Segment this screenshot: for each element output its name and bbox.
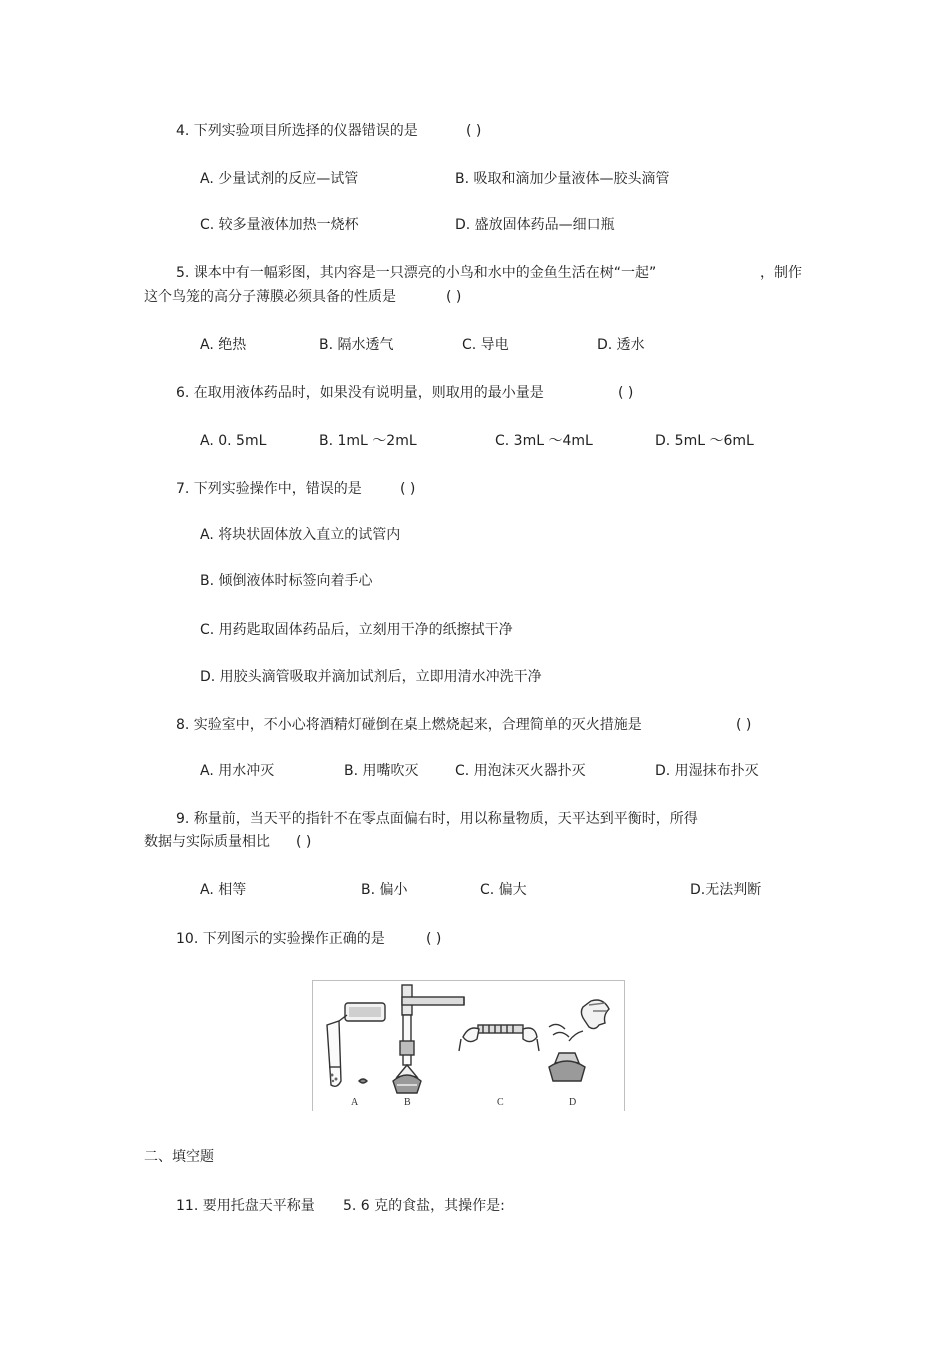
experiment-illustration — [313, 981, 624, 1111]
q6-stem: 6. 在取用液体药品时，如果没有说明量，则取用的最小量是 — [176, 385, 544, 401]
q5-option-a: A. 绝热 — [200, 337, 247, 353]
q10-answer-paren: ( ) — [426, 931, 442, 947]
q5-stem-line1: 5. 课本中有一幅彩图，其内容是一只漂亮的小鸟和水中的金鱼生活在树“一起” — [176, 265, 657, 281]
q7-stem: 7. 下列实验操作中，错误的是 — [176, 481, 362, 497]
q5-answer-paren: ( ) — [446, 289, 462, 305]
q4-stem: 4. 下列实验项目所选择的仪器错误的是 — [176, 123, 418, 139]
q8-option-c: C. 用泡沫灭火器扑灭 — [455, 763, 586, 779]
q4-option-c: C. 较多量液体加热一烧杯 — [200, 217, 359, 233]
q5-stem-line2: 这个鸟笼的高分子薄膜必须具备的性质是 — [144, 289, 396, 305]
q8-option-a: A. 用水冲灭 — [200, 763, 275, 779]
q9-answer-paren: ( ) — [296, 834, 312, 850]
q7-option-c: C. 用药匙取固体药品后，立刻用干净的纸擦拭干净 — [200, 622, 513, 638]
q9-stem-line2: 数据与实际质量相比 — [144, 834, 270, 850]
q6-option-a: A. 0. 5mL — [200, 433, 267, 449]
figure-c-hands-holding-tube — [459, 1025, 539, 1051]
figure-b-heating-apparatus — [393, 985, 464, 1093]
q9-stem-line1: 9. 称量前，当天平的指针不在零点面偏右时，用以称量物质，天平达到平衡时，所得 — [176, 811, 698, 827]
q9-option-a: A. 相等 — [200, 882, 247, 898]
q9-option-c: C. 偏大 — [480, 882, 527, 898]
figure-label-d: D — [569, 1097, 577, 1108]
q5-option-d: D. 透水 — [597, 337, 645, 353]
q8-answer-paren: ( ) — [736, 717, 752, 733]
q4-option-b: B. 吸取和滴加少量液体—胶头滴管 — [455, 171, 670, 187]
q6-answer-paren: ( ) — [618, 385, 634, 401]
q9-option-b: B. 偏小 — [361, 882, 408, 898]
q7-option-b: B. 倾倒液体时标签向着手心 — [200, 573, 373, 589]
figure-label-c: C — [497, 1097, 504, 1108]
q7-option-a: A. 将块状固体放入直立的试管内 — [200, 527, 401, 543]
q9-option-d: D.无法判断 — [690, 882, 762, 898]
q7-option-d: D. 用胶头滴管吸取并滴加试剂后，立即用清水冲洗干净 — [200, 669, 542, 685]
q4-option-d: D. 盛放固体药品—细口瓶 — [455, 217, 615, 233]
figure-d-smelling-gas — [549, 1000, 609, 1081]
q6-option-c: C. 3mL ～4mL — [495, 433, 593, 449]
q8-stem: 8. 实验室中，不小心将酒精灯碰倒在桌上燃烧起来，合理简单的灭火措施是 — [176, 717, 642, 733]
q8-option-d: D. 用湿抹布扑灭 — [655, 763, 759, 779]
q11-stem-part1: 11. 要用托盘天平称量 — [176, 1198, 315, 1214]
q8-option-b: B. 用嘴吹灭 — [344, 763, 419, 779]
q4-answer-paren: ( ) — [466, 123, 482, 139]
q7-answer-paren: ( ) — [400, 481, 416, 497]
q4-option-a: A. 少量试剂的反应—试管 — [200, 171, 359, 187]
q10-experiment-figure — [312, 980, 625, 1111]
q5-option-b: B. 隔水透气 — [319, 337, 394, 353]
figure-label-a: A — [351, 1097, 359, 1108]
q6-option-d: D. 5mL ～6mL — [655, 433, 754, 449]
q11-stem-part2: 5. 6 克的食盐，其操作是: — [343, 1198, 505, 1214]
q6-option-b: B. 1mL ～2mL — [319, 433, 417, 449]
section-heading-fill-in: 二、填空题 — [144, 1149, 214, 1165]
figure-label-b: B — [404, 1097, 411, 1108]
q5-stem-line1-tail: ，制作 — [760, 265, 802, 281]
q5-option-c: C. 导电 — [462, 337, 509, 353]
q10-stem: 10. 下列图示的实验操作正确的是 — [176, 931, 385, 947]
figure-a-test-tube-pouring — [327, 1003, 385, 1086]
